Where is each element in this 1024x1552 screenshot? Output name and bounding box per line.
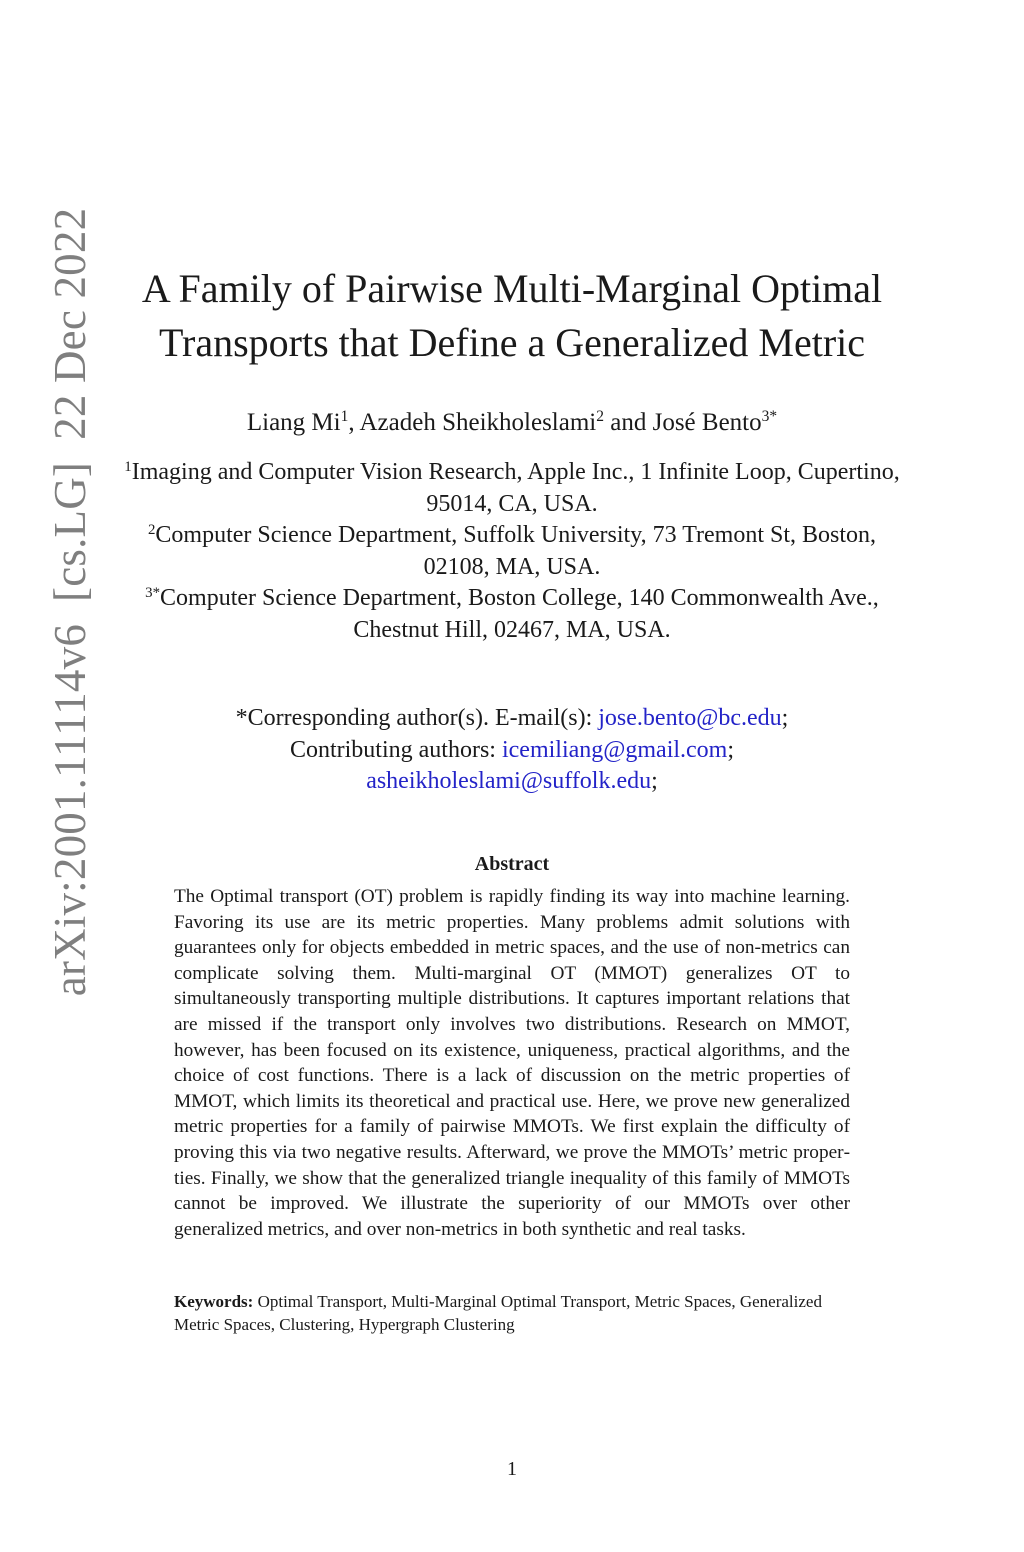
contributing-email-link[interactable]: icemiliang@gmail.com	[501, 736, 728, 763]
corresponding-line	[0, 703, 1024, 735]
contributing-label: Contributing authors:	[289, 736, 496, 763]
affiliation	[120, 457, 904, 520]
author-affiliation-mark: 2	[596, 408, 604, 426]
affiliation-text: Imaging and Computer Vision Research, Apple Inc., 1 Infinite Loop, Cupertino, 95014, CA, USA.	[131, 459, 900, 517]
author-separator: ,	[348, 409, 360, 436]
affiliation-mark: 3*	[145, 584, 161, 601]
arxiv-date: 22 Dec 2022	[45, 207, 95, 440]
keywords-text: Optimal Transport, Multi-Marginal Optimal Transport, Metric Spaces, Generalized Metric Spaces, Clustering, Hypergraph Clustering	[174, 1292, 822, 1334]
affiliation-text: Computer Science Department, Suffolk University, 73 Tremont St, Boston, 02108, MA, USA.	[155, 522, 877, 580]
author-affiliation-mark: 1	[340, 408, 349, 426]
author-list	[0, 406, 1024, 440]
abstract-heading: Abstract	[474, 853, 550, 875]
affiliation-mark: 1	[124, 458, 132, 475]
title-line-2: Transports that Define a Generalized Metric	[158, 320, 866, 365]
author-name: Azadeh Sheikholeslami	[359, 409, 597, 436]
page-number: 1	[507, 1458, 517, 1480]
contributing-line	[0, 735, 1024, 767]
author-affiliation-mark: 3*	[761, 408, 778, 426]
title-line-1: A Family of Pairwise Multi-Marginal Optimal	[141, 266, 883, 311]
contributing-email-link[interactable]: asheikholeslami@suffolk.edu	[366, 768, 652, 794]
contributing-line-2	[0, 766, 1024, 798]
paper-title	[0, 262, 1024, 370]
keywords	[174, 1291, 850, 1336]
affiliation-text: Computer Science Department, Boston College, 140 Commonwealth Ave., Chestnut Hill, 02467, MA, USA.	[160, 585, 879, 643]
arxiv-category: [cs.LG]	[45, 461, 95, 602]
affiliation-mark: 2	[147, 521, 156, 538]
affiliation	[120, 583, 904, 646]
abstract-text: The Optimal transport (OT) problem is rapidly finding its way into machine learning. Favoring its use are its metric properties. Many problems admit solutions with guarantees only for objects embedded in metric spaces, and the use of non-metrics can complicate solving them. Multi-marginal OT (MMOT) generalizes OT to simultaneously transporting multiple distributions. It captures important relations that are missed if the transport only involves two distributions. Research on MMOT, however, has been focused on its existence, uniqueness, practical algorithms, and the choice of cost functions. There is a lack of discussion on the metric properties of MMOT, which limits its theoretical and practical use. Here, we prove new generalized metric properties for a family of pairwise MMOTs. We first explain the difficulty of proving this via two negative results. Afterward, we prove the MMOTs’ metric properties. Finally, we show that the generalized triangle inequality of this family of MMOTs cannot be improved. We illustrate the superiority of our MMOTs over other generalized metrics, and over non-metrics in both synthetic and real tasks.	[174, 886, 850, 1240]
affiliation	[120, 520, 904, 583]
keywords-label: Keywords:	[174, 1292, 254, 1311]
email-separator: ;	[781, 705, 789, 731]
correspondence	[0, 703, 1024, 798]
arxiv-id: arXiv:2001.11114v6	[45, 623, 95, 997]
affiliations	[120, 457, 904, 646]
email-separator: ;	[651, 768, 658, 794]
corresponding-label: *Corresponding author(s). E-mail(s):	[235, 705, 593, 731]
author-name: José Bento	[652, 409, 762, 436]
corresponding-email-link[interactable]: jose.bento@bc.edu	[598, 705, 782, 731]
author-separator: and	[603, 409, 653, 436]
author-name: Liang Mi	[246, 409, 341, 436]
email-separator: ;	[727, 736, 735, 763]
